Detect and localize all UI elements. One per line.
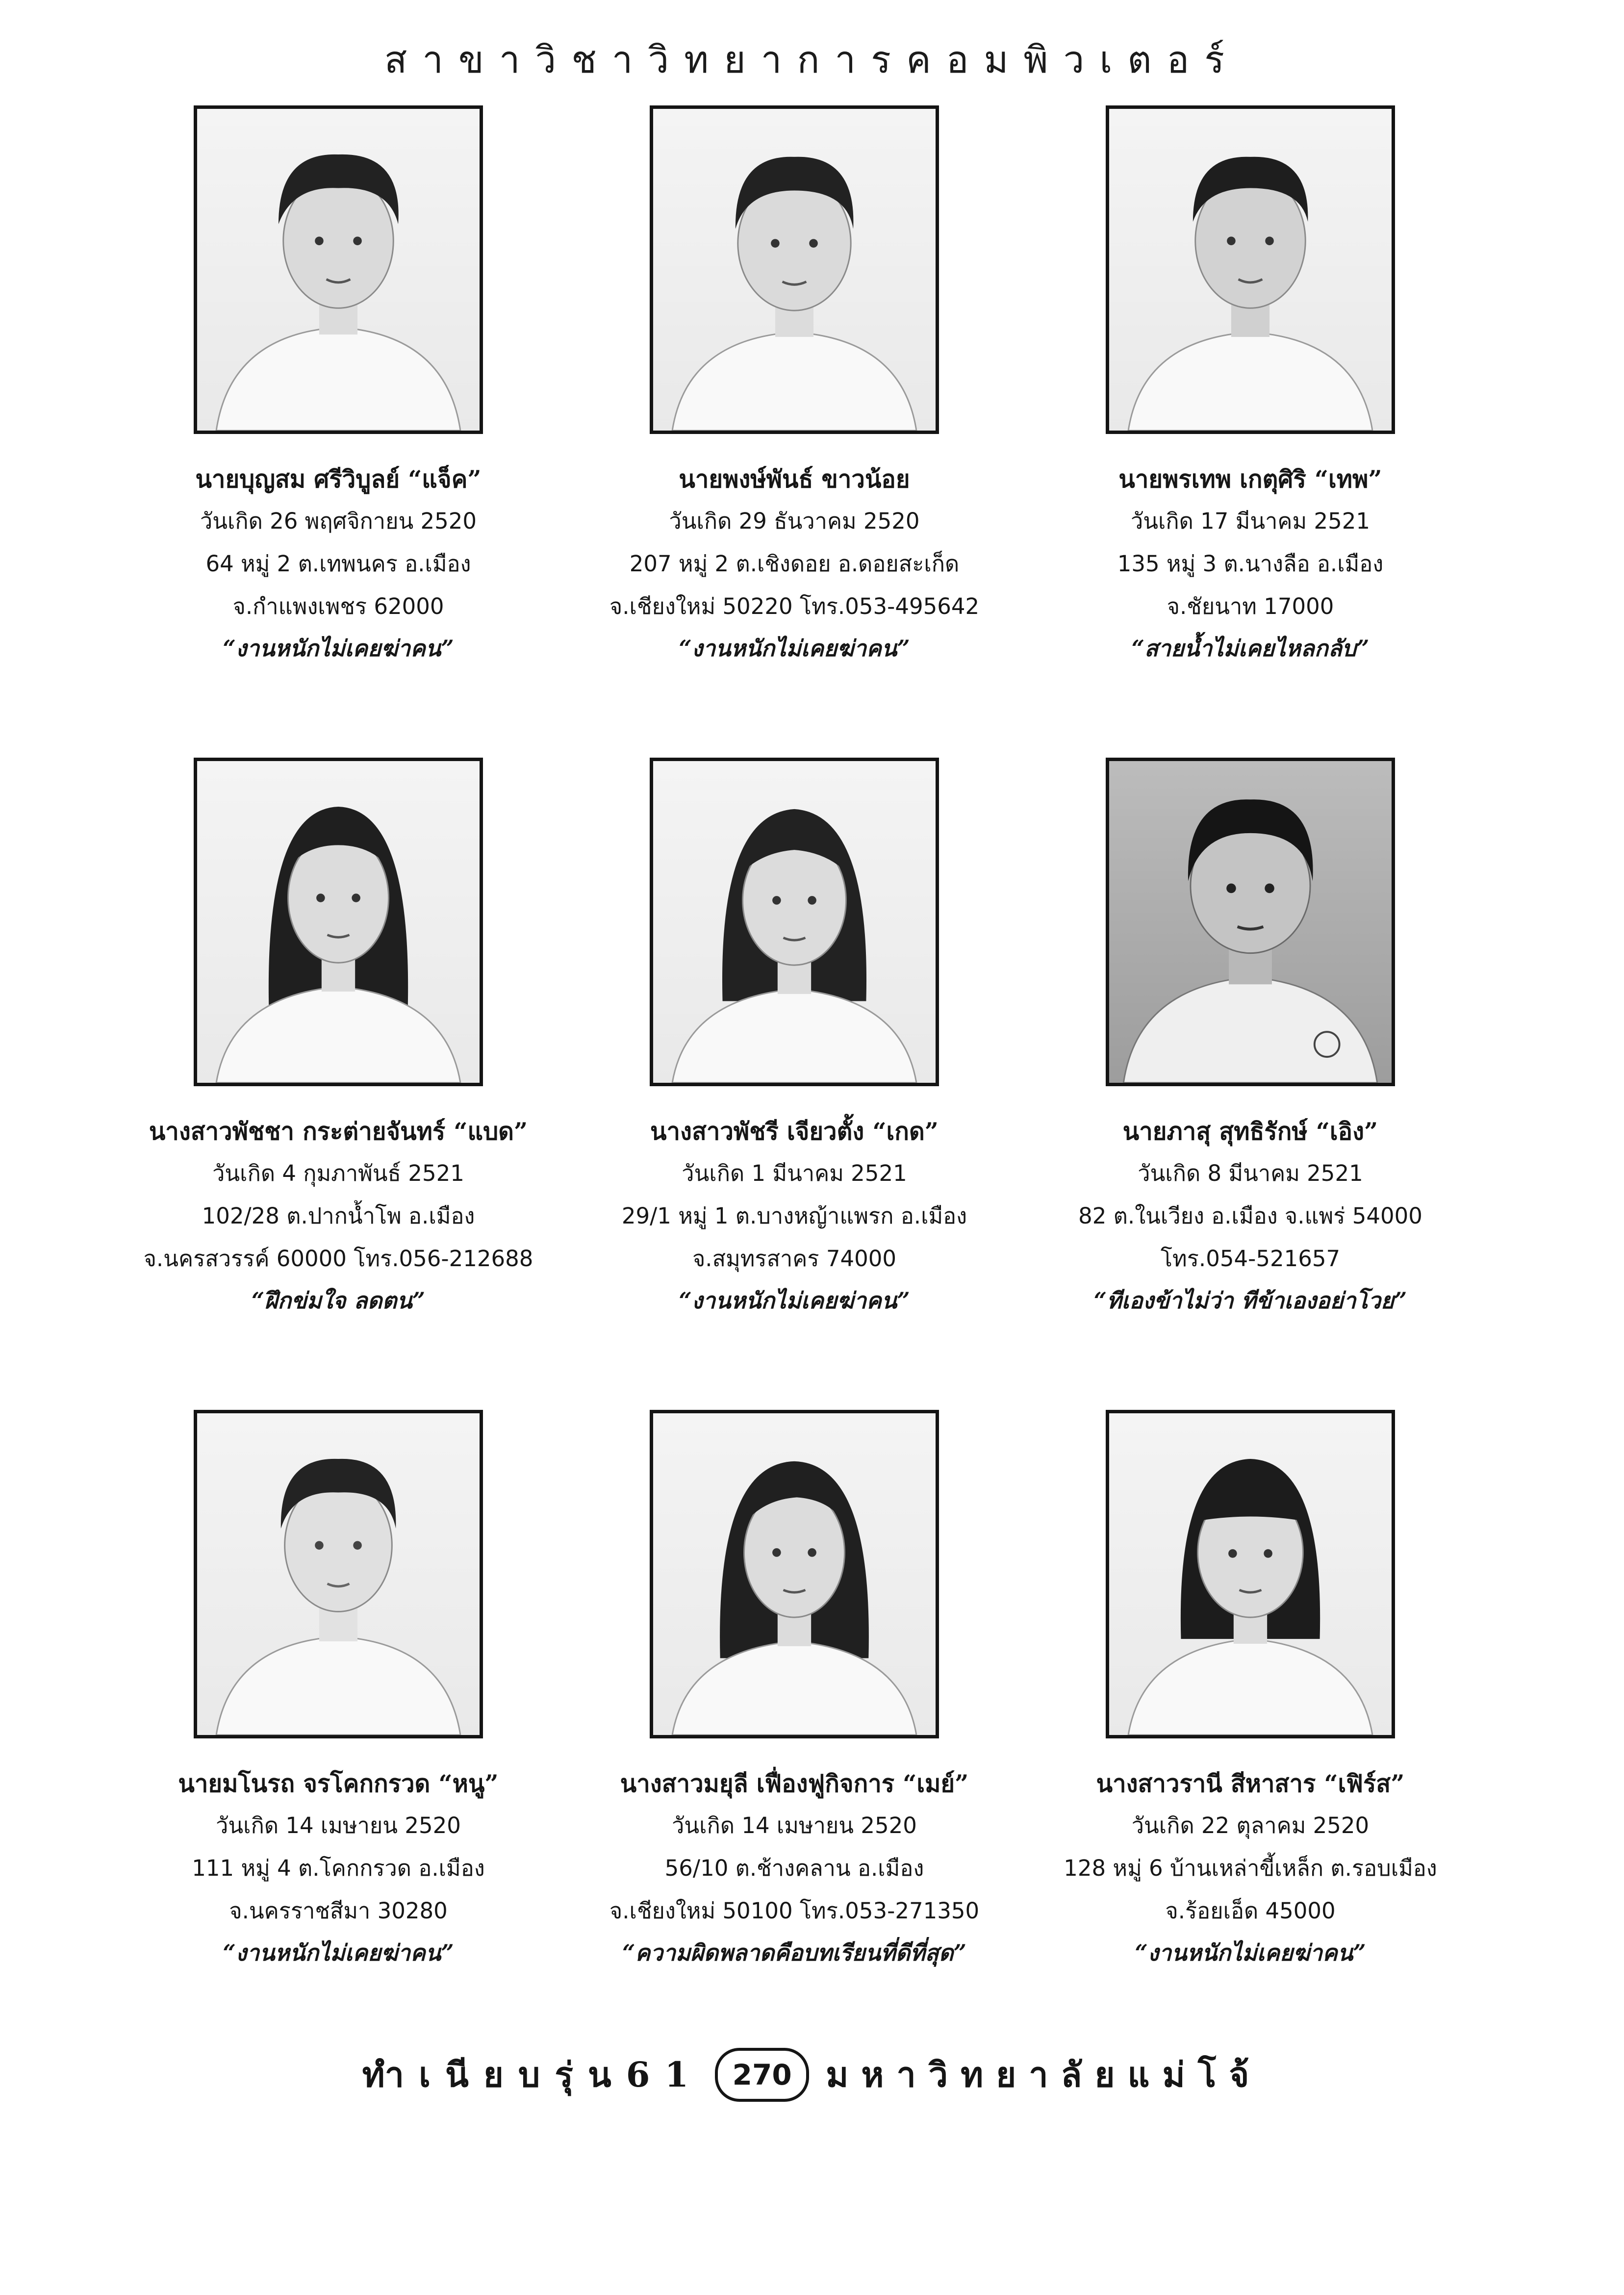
student-address-line2: จ.เชียงใหม่ 50100 โทร.053-271350 [609,1898,980,1924]
student-motto: “งานหนักไม่เคยฆ่าคน” [223,635,454,662]
footer-yearbook-title: ทำเนียบรุ่น61 [362,2054,704,2095]
student-card [1022,1410,1478,2062]
student-birthdate: วันเกิด 14 เมษายน 2520 [672,1812,917,1838]
student-photo [194,1410,483,1738]
student-card [110,105,566,758]
student-address-line1: 56/10 ต.ช้างคลาน อ.เมือง [664,1855,924,1881]
student-motto: “งานหนักไม่เคยฆ่าคน” [223,1939,454,1966]
student-motto: “งานหนักไม่เคยฆ่าคน” [1135,1939,1366,1966]
student-motto: “งานหนักไม่เคยฆ่าคน” [679,635,910,662]
student-birthdate: วันเกิด 4 กุมภาพันธ์ 2521 [212,1160,464,1186]
student-photo [650,758,939,1086]
student-address-line1: 135 หมู่ 3 ต.นางลือ อ.เมือง [1117,551,1384,577]
student-card [110,758,566,1410]
student-name: นายบุญสม ศรีวิบูลย์ “แจ็ค” [195,465,482,493]
section-title: สาขาวิชาวิทยาการคอมพิวเตอร์ [384,38,1240,81]
student-photo [1106,105,1395,434]
student-motto: “งานหนักไม่เคยฆ่าคน” [679,1287,910,1314]
student-card [566,105,1022,758]
student-address-line2: จ.กำแพงเพชร 62000 [232,593,444,619]
student-address-line2: โทร.054-521657 [1160,1246,1341,1272]
student-info [566,1111,1022,1321]
student-info [566,459,1022,669]
student-name: นายพรเทพ เกตุศิริ “เทพ” [1118,465,1382,493]
student-address-line2: จ.ชัยนาท 17000 [1167,593,1334,619]
student-address-line2: จ.ร้อยเอ็ด 45000 [1165,1898,1336,1924]
footer-university-name: มหาวิทยาลัยแม่โจ้ [826,2054,1262,2095]
student-info [110,459,566,669]
student-address-line1: 29/1 หมู่ 1 ต.บางหญ้าแพรก อ.เมือง [621,1203,967,1229]
student-address-line2: จ.สมุทรสาคร 74000 [692,1246,897,1272]
student-birthdate: วันเกิด 14 เมษายน 2520 [216,1812,461,1838]
student-address-line2: จ.นครสวรรค์ 60000 โทร.056-212688 [143,1246,533,1272]
student-photo [1106,758,1395,1086]
student-card [566,758,1022,1410]
student-birthdate: วันเกิด 17 มีนาคม 2521 [1130,508,1370,534]
student-address-line1: 82 ต.ในเวียง อ.เมือง จ.แพร่ 54000 [1078,1203,1422,1229]
student-photo [194,758,483,1086]
student-address-line1: 111 หมู่ 4 ต.โคกกรวด อ.เมือง [192,1855,485,1881]
student-name: นางสาวรานี สีหาสาร “เฟิร์ส” [1096,1769,1405,1798]
student-address-line2: จ.นครราชสีมา 30280 [229,1898,448,1924]
student-photo [194,105,483,434]
student-name: นางสาวพัชรี เจียวตั้ง “เกด” [650,1117,939,1146]
student-photo [650,1410,939,1738]
student-motto: “ทีเองข้าไม่ว่า ทีข้าเองอย่าโวย” [1093,1287,1407,1314]
student-info [566,1763,1022,1973]
student-motto: “ฝึกข่มใจ ลดตน” [251,1287,426,1314]
student-name: นางสาวมยุลี เฟื่องฟูกิจการ “เมย์” [620,1769,969,1798]
student-name: นายมโนรถ จรโคกกรวด “หนู” [178,1769,499,1798]
student-address-line2: จ.เชียงใหม่ 50220 โทร.053-495642 [609,593,980,619]
student-card [566,1410,1022,2062]
page-number: 270 [715,2048,809,2102]
student-card [1022,105,1478,758]
student-photo [650,105,939,434]
student-birthdate: วันเกิด 8 มีนาคม 2521 [1138,1160,1363,1186]
student-info [1022,1763,1478,1973]
student-motto: “ความผิดพลาดคือบทเรียนที่ดีที่สุด” [622,1939,966,1966]
student-address-line1: 64 หมู่ 2 ต.เทพนคร อ.เมือง [205,551,471,577]
student-info [110,1111,566,1321]
student-motto: “สายน้ำไม่เคยไหลกลับ” [1131,635,1370,662]
student-address-line1: 102/28 ต.ปากน้ำโพ อ.เมือง [202,1203,475,1229]
student-card [1022,758,1478,1410]
student-birthdate: วันเกิด 1 มีนาคม 2521 [682,1160,907,1186]
student-name: นายพงษ์พันธ์ ขาวน้อย [679,465,910,493]
student-address-line1: 128 หมู่ 6 บ้านเหล่าขี้เหล็ก ต.รอบเมือง [1064,1855,1437,1881]
student-name: นายภาสุ สุทธิรักษ์ “เอิง” [1122,1117,1378,1146]
student-card [110,1410,566,2062]
student-address-line1: 207 หมู่ 2 ต.เชิงดอย อ.ดอยสะเก็ด [629,551,960,577]
page-footer [0,2047,1624,2102]
student-birthdate: วันเกิด 26 พฤศจิกายน 2520 [200,508,477,534]
student-info [1022,1111,1478,1321]
student-photo [1106,1410,1395,1738]
student-info [110,1763,566,1973]
student-name: นางสาวพัชชา กระต่ายจันทร์ “แบด” [149,1117,528,1146]
student-birthdate: วันเกิด 29 ธันวาคม 2520 [669,508,920,534]
student-info [1022,459,1478,669]
student-birthdate: วันเกิด 22 ตุลาคม 2520 [1131,1812,1370,1838]
student-grid [110,105,1478,2062]
